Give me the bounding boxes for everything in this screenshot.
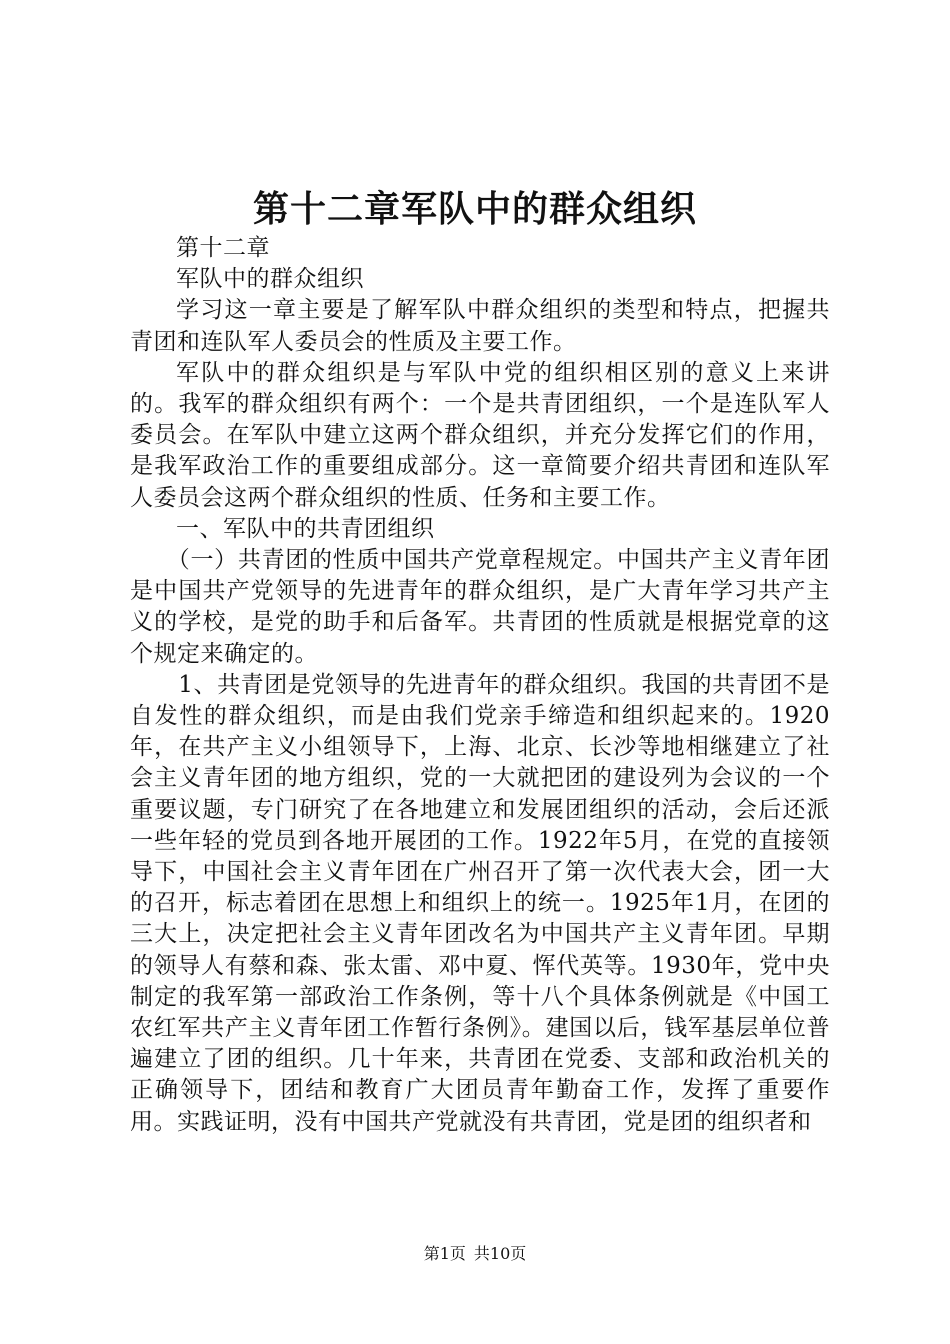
body-paragraph: 军队中的群众组织是与军队中党的组织相区别的意义上来讲的。我军的群众组织有两个：一个是共青团组织，一个是连队军人委员会。在军队中建立这两个群众组织，并充分发挥它们的作用，是我军政治工作的重要组成部分。这一章简要介绍共青团和连队军人委员会这两个群众组织的性质、任务和主要工作。 [130, 359, 830, 511]
document-body [130, 233, 830, 1138]
page-number: 第1页 [423, 1244, 466, 1263]
page-total: 共10页 [473, 1244, 527, 1263]
section-heading: 一、军队中的共青团组织 [176, 515, 435, 542]
body-paragraph: 1、共青团是党领导的先进青年的群众组织。我国的共青团不是自发性的群众组织，而是由我们党亲手缔造和组织起来的。1920年，在共产主义小组领导下，上海、北京、长沙等地相继建立了社会主义青年团的地方组织，党的一大就把团的建设列为会议的一个重要议题，专门研究了在各地建立和发展团组织的活动，会后还派一些年轻的党员到各地开展团的工作。1922年5月，在党的直接领导下，中国社会主义青年团在广州召开了第一次代表大会，团一大的召开，标志着团在思想上和组织上的统一。1925年1月，在团的三大上，决定把社会主义青年团改名为中国共产主义青年团。早期的领导人有蔡和森、张太雷、邓中夏、恽代英等。1930年，党中央制定的我军第一部政治工作条例，等十八个具体条例就是《中国工农红军共产主义青年团工作暂行条例》。建国以后，钱军基层单位普遍建立了团的组织。几十年来，共青团在党委、支部和政治机关的正确领导下，团结和教育广大团员青年勤奋工作，发挥了重要作用。实践证明，没有中国共产党就没有共青团，党是团的组织者和 [130, 671, 830, 1135]
chapter-subtitle: 军队中的群众组织 [176, 266, 364, 293]
body-paragraph: 学习这一章主要是了解军队中群众组织的类型和特点，把握共青团和连队军人委员会的性质及主要工作。 [130, 297, 830, 355]
body-paragraph: （一）共青团的性质中国共产党章程规定。中国共产主义青年团是中国共产党领导的先进青年的群众组织，是广大青年学习共产主义的学校，是党的助手和后备军。共青团的性质就是根据党章的这个规定来确定的。 [130, 547, 830, 667]
chapter-number: 第十二章 [176, 235, 270, 261]
document-title: 第十二章军队中的群众组织 [252, 189, 697, 230]
page-footer [0, 1243, 950, 1265]
